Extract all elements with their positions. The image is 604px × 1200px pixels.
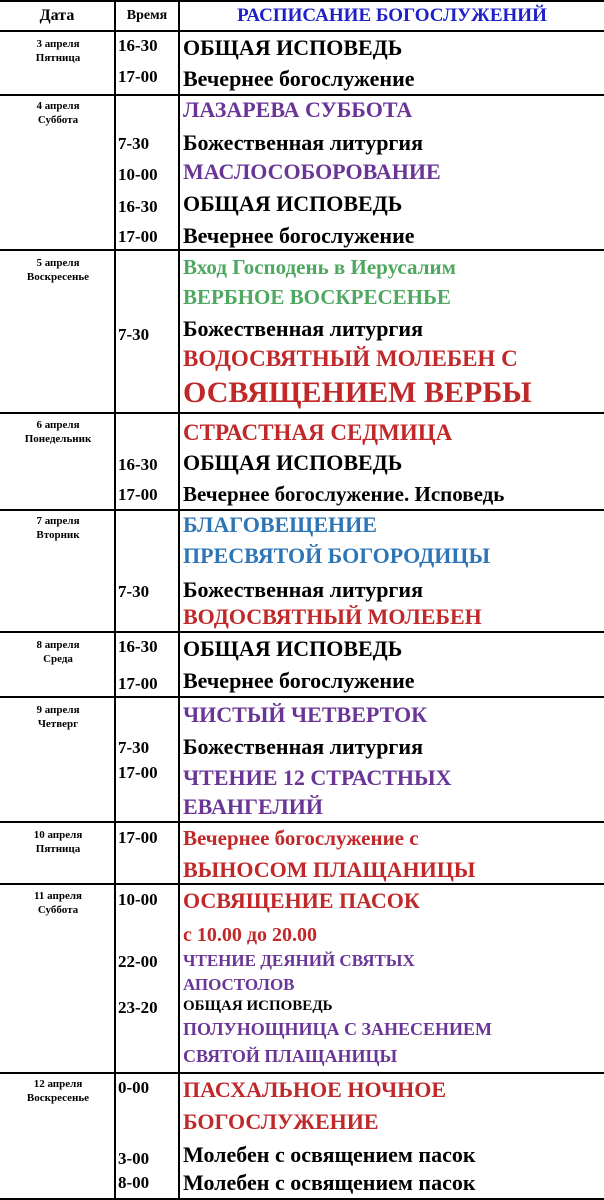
header-date: Дата xyxy=(39,7,75,24)
weekday-label: Понедельник xyxy=(24,433,92,445)
service-line: ЧТЕНИЕ ДЕЯНИЙ СВЯТЫХ xyxy=(183,951,415,970)
header-time: Время xyxy=(126,8,168,23)
weekday-label: Пятница xyxy=(35,843,81,855)
service-line: ОБЩАЯ ИСПОВЕДЬ xyxy=(183,450,403,475)
service-line: СТРАСТНАЯ СЕДМИЦА xyxy=(183,420,453,445)
weekday-label: Суббота xyxy=(37,114,79,126)
service-line: БЛАГОВЕЩЕНИЕ xyxy=(183,512,377,537)
service-line: Вечернее богослужение xyxy=(183,66,415,91)
date-label: 6 апреля xyxy=(36,419,80,431)
row-divider xyxy=(0,821,604,823)
service-line: Молебен с освящением пасок xyxy=(183,1170,476,1195)
service-time: 17-00 xyxy=(118,485,158,504)
service-line: БОГОСЛУЖЕНИЕ xyxy=(183,1109,379,1134)
service-line: Вход Господень в Иерусалим xyxy=(183,255,456,279)
weekday-label: Пятница xyxy=(35,52,81,64)
service-time: 0-00 xyxy=(118,1078,150,1097)
service-line: ЧТЕНИЕ 12 СТРАСТНЫХ xyxy=(183,765,452,790)
service-line: Вечернее богослужение. Исповедь xyxy=(183,482,505,506)
service-time: 17-00 xyxy=(118,67,158,86)
service-time: 3-00 xyxy=(118,1149,150,1168)
date-label: 5 апреля xyxy=(36,257,80,269)
service-line: ПРЕСВЯТОЙ БОГОРОДИЦЫ xyxy=(183,543,491,568)
service-line: Божественная литургия xyxy=(183,130,424,155)
day-date xyxy=(2,256,114,284)
row-divider xyxy=(0,412,604,414)
weekday-label: Четверг xyxy=(37,718,79,730)
day-date xyxy=(2,418,114,446)
service-line: Божественная литургия xyxy=(183,734,424,759)
date-label: 3 апреля xyxy=(36,38,80,50)
column-divider xyxy=(178,0,180,1200)
service-line: Вечернее богослужение xyxy=(183,668,415,693)
service-time: 17-00 xyxy=(118,763,158,782)
column-divider xyxy=(114,0,116,1200)
service-time: 16-30 xyxy=(118,637,158,656)
day-date xyxy=(2,638,114,666)
table-top-border xyxy=(0,0,604,2)
service-line: ОБЩАЯ ИСПОВЕДЬ xyxy=(183,191,403,216)
service-time: 17-00 xyxy=(118,828,158,847)
service-line: Вечернее богослужение с xyxy=(183,826,419,850)
service-line: ЛАЗАРЕВА СУББОТА xyxy=(183,97,413,122)
service-line: ЧИСТЫЙ ЧЕТВЕРТОК xyxy=(183,702,428,727)
service-time: 7-30 xyxy=(118,325,150,344)
day-date xyxy=(2,1077,114,1105)
service-line: Божественная литургия xyxy=(183,316,424,341)
row-divider xyxy=(0,631,604,633)
weekday-label: Суббота xyxy=(37,904,79,916)
day-date xyxy=(2,99,114,127)
service-time: 16-30 xyxy=(118,36,158,55)
weekday-label: Воскресенье xyxy=(26,271,90,283)
page-title: РАСПИСАНИЕ БОГОСЛУЖЕНИЙ xyxy=(237,5,547,26)
date-label: 10 апреля xyxy=(33,829,83,841)
service-line: ОБЩАЯ ИСПОВЕДЬ xyxy=(183,998,333,1014)
day-date xyxy=(2,889,114,917)
weekday-label: Вторник xyxy=(36,529,80,541)
service-line: Божественная литургия xyxy=(183,577,424,602)
service-time: 8-00 xyxy=(118,1173,150,1192)
day-date xyxy=(2,37,114,65)
service-time: 7-30 xyxy=(118,582,150,601)
service-time: 10-00 xyxy=(118,165,158,184)
row-divider xyxy=(0,883,604,885)
day-date xyxy=(2,703,114,731)
service-time: 17-00 xyxy=(118,674,158,693)
row-divider xyxy=(0,509,604,511)
service-line: ВЫНОСОМ ПЛАЩАНИЦЫ xyxy=(183,857,476,882)
service-time: 16-30 xyxy=(118,197,158,216)
service-line: ПОЛУНОЩНИЦА С ЗАНЕСЕНИЕМ xyxy=(183,1019,493,1039)
row-divider xyxy=(0,94,604,96)
day-date xyxy=(2,514,114,542)
day-date xyxy=(2,828,114,856)
service-line: ВЕРБНОЕ ВОСКРЕСЕНЬЕ xyxy=(183,285,451,309)
service-time: 16-30 xyxy=(118,455,158,474)
service-line: СВЯТОЙ ПЛАЩАНИЦЫ xyxy=(183,1046,398,1066)
weekday-label: Воскресенье xyxy=(26,1092,90,1104)
date-label: 8 апреля xyxy=(36,639,80,651)
date-label: 4 апреля xyxy=(36,100,80,112)
service-time: 7-30 xyxy=(118,738,150,757)
service-line: ЕВАНГЕЛИЙ xyxy=(183,794,323,819)
date-label: 12 апреля xyxy=(33,1078,83,1090)
date-label: 11 апреля xyxy=(34,890,82,902)
service-line: ВОДОСВЯТНЫЙ МОЛЕБЕН С xyxy=(183,346,518,371)
date-label: 7 апреля xyxy=(36,515,80,527)
row-divider xyxy=(0,30,604,32)
date-label: 9 апреля xyxy=(36,704,80,716)
row-divider xyxy=(0,1072,604,1074)
row-divider xyxy=(0,249,604,251)
weekday-label: Среда xyxy=(43,653,73,665)
row-divider xyxy=(0,696,604,698)
service-line: Вечернее богослужение xyxy=(183,223,415,248)
service-time: 7-30 xyxy=(118,134,150,153)
service-line: ВОДОСВЯТНЫЙ МОЛЕБЕН xyxy=(183,604,482,629)
service-line: с 10.00 до 20.00 xyxy=(183,924,317,946)
service-line: ОСВЯЩЕНИЕМ ВЕРБЫ xyxy=(183,376,532,409)
service-time: 23-20 xyxy=(118,998,158,1017)
service-line: ОСВЯЩЕНИЕ ПАСОК xyxy=(183,888,420,913)
service-line: МАСЛОСОБОРОВАНИЕ xyxy=(183,159,441,184)
service-line: Молебен с освящением пасок xyxy=(183,1142,476,1167)
service-line: АПОСТОЛОВ xyxy=(183,975,295,994)
service-time: 22-00 xyxy=(118,952,158,971)
service-time: 10-00 xyxy=(118,890,158,909)
service-line: ОБЩАЯ ИСПОВЕДЬ xyxy=(183,35,403,60)
service-line: ОБЩАЯ ИСПОВЕДЬ xyxy=(183,636,403,661)
service-time: 17-00 xyxy=(118,227,158,246)
service-line: ПАСХАЛЬНОЕ НОЧНОЕ xyxy=(183,1077,447,1102)
